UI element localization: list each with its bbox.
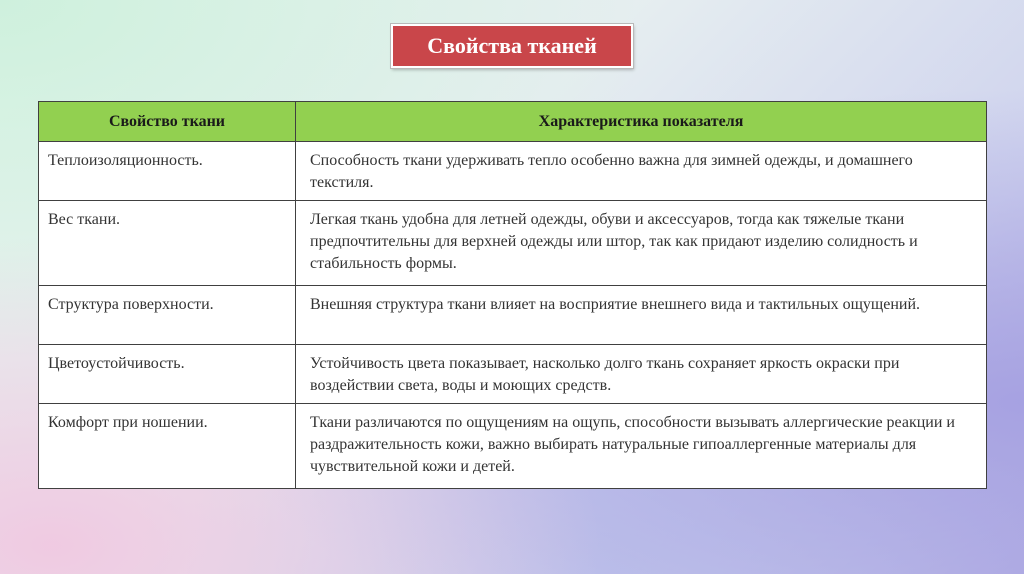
description-cell: Ткани различаются по ощущениям на ощупь, способности вызывать аллергические реакции и раздражительность кожи, важно выбирать натуральные гипоаллергенные материалы для чувствительной кожи и детей. [296, 404, 987, 489]
property-cell: Цветоустойчивость. [39, 345, 296, 404]
header-property: Свойство ткани [39, 102, 296, 142]
properties-table [38, 101, 987, 489]
description-cell: Способность ткани удерживать тепло особенно важна для зимней одежды, и домашнего текстиля. [296, 142, 987, 201]
header-description: Характеристика показателя [296, 102, 987, 142]
property-cell: Комфорт при ношении. [39, 404, 296, 489]
table-row [39, 201, 987, 286]
property-cell: Теплоизоляционность. [39, 142, 296, 201]
table-row [39, 286, 987, 345]
slide-title-box [391, 24, 633, 68]
description-cell: Легкая ткань удобна для летней одежды, обуви и аксессуаров, тогда как тяжелые ткани предпочтительны для верхней одежды или штор, так как придают изделию солидность и стабильность формы. [296, 201, 987, 286]
description-cell: Внешняя структура ткани влияет на восприятие внешнего вида и тактильных ощущений. [296, 286, 987, 345]
description-cell: Устойчивость цвета показывает, насколько долго ткань сохраняет яркость окраски при воздействии света, воды и моющих средств. [296, 345, 987, 404]
table-header-row [39, 102, 987, 142]
property-cell: Структура поверхности. [39, 286, 296, 345]
table-row [39, 345, 987, 404]
property-cell: Вес ткани. [39, 201, 296, 286]
table-row [39, 142, 987, 201]
table-row [39, 404, 987, 489]
slide-title: Свойства тканей [427, 33, 597, 58]
